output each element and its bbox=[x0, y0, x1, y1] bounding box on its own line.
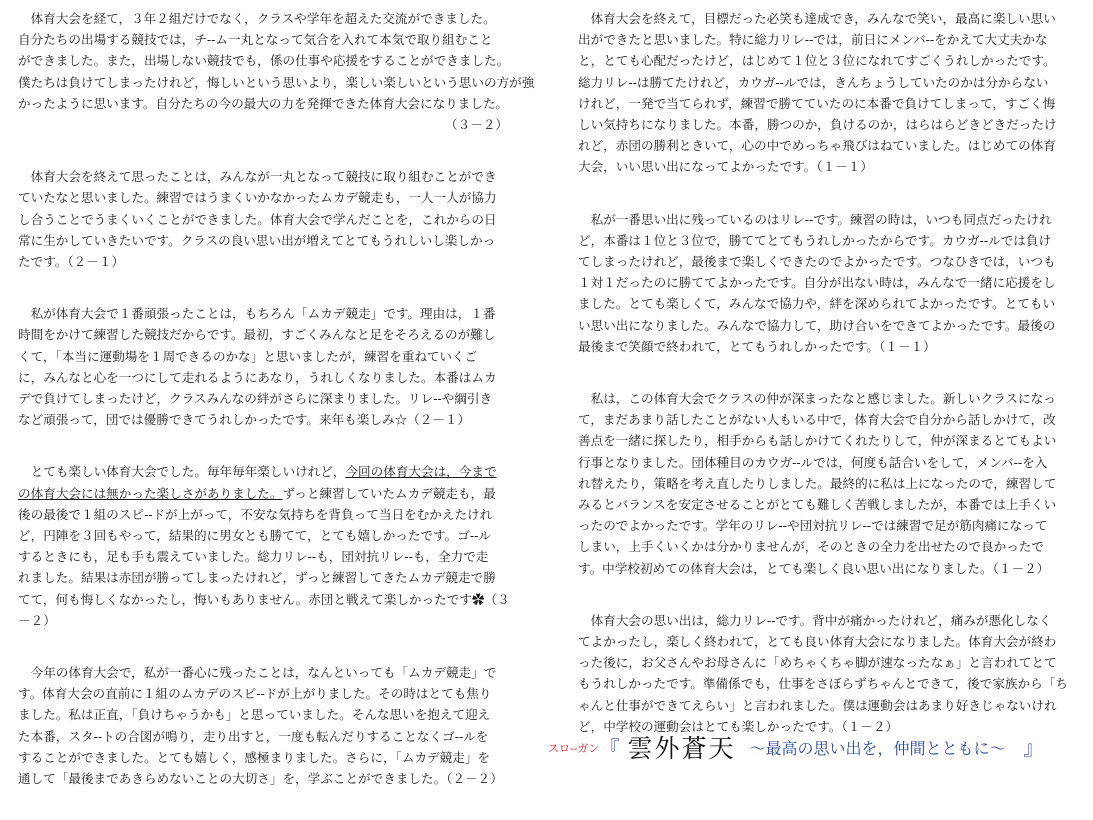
text-line: ました。私は正直，「負けちゃうかも」と思っていました。そんな思いを抱えて迎え bbox=[18, 707, 491, 723]
essay-paragraph bbox=[18, 8, 535, 135]
text-line: て，まだあまり話したことがない人もいる中で，体育大会で自分から話しかけて，改 bbox=[578, 412, 1056, 428]
essay-paragraph bbox=[18, 166, 508, 272]
slogan-label: スロ--ガン bbox=[548, 742, 600, 755]
text-line: ゃんと仕事ができてえらい」と言われました。僕は運動会はあまり好きじゃないけれ bbox=[578, 697, 1057, 713]
text-line: てしまったけれど，最後まで楽しくできたのでよかったです。つなひきでは，いつも bbox=[578, 254, 1056, 270]
text-line: 今年の体育大会で，私が一番心に残ったことは，なんといっても「ムカデ競走」で bbox=[18, 665, 497, 681]
text-line: 後の最後で１組のスピ--ドが上がって，不安な気持ちを背負って当日をむかえたけれ bbox=[18, 506, 493, 522]
text-line: みるとバランスを安定させることがとても難しく苦戦しましたが，本番では上手くい bbox=[578, 497, 1057, 513]
text-line: す。中学校初めての体育大会は，とても楽しく良い思い出になりました。（１－２） bbox=[578, 560, 1050, 576]
text-line: 私は，この体育大会でクラスの仲が深まったなと感じました。新しいクラスになっ bbox=[578, 391, 1056, 407]
text-line: てよかったし，楽しく終われて，とても良い体育大会になりました。体育大会が終わ bbox=[578, 634, 1057, 650]
text-line: かったように思います。自分たちの今の最大の力を発揮できた体育大会になりました。 bbox=[18, 95, 509, 111]
text-line: った後に，お父さんやお母さんに「めちゃくちゃ脚が速なったなぁ」と言われてとて bbox=[578, 655, 1057, 671]
text-line: することができました。とても嬉しく，感極まりました。さらに，「ムカデ競走」を bbox=[18, 749, 491, 765]
text-line: 行事となりました。団体種目のカウガ--ルでは，何度も話合いをして，メンバ--を入 bbox=[578, 454, 1048, 470]
text-line: くて，「本当に運動場を１周できるのかな」と思いましたが，練習を重ねていくご bbox=[18, 348, 478, 364]
essay-paragraph bbox=[18, 662, 508, 789]
text-line: し合うことでうまくいくことができました。体育大会で学んだことを，これからの日 bbox=[18, 211, 497, 227]
slogan-main-text: 雲外蒼天 bbox=[627, 734, 736, 763]
text-line: れました。結果は赤団が勝ってしまったけれど，ずっと練習してきたムカデ競走で勝 bbox=[18, 570, 496, 586]
text-line: しまい，上手くいくかは分かりませんが，そのときの全力を出せたので良かったで bbox=[578, 539, 1044, 555]
text-line: たです。（２－１） bbox=[18, 254, 125, 270]
essay-paragraph bbox=[578, 8, 1060, 178]
text-line: するときにも，足も手も震えていました。総力リレ--も，団対抗リレ--も，全力で走 bbox=[18, 549, 489, 565]
text-line: に，みんなと心を一つにして走れるようにあなり，うれしくなりました。本番はムカ bbox=[18, 369, 497, 385]
text-line: た本番，スタ--トの合図が鳴り，走り出すと，一度も転んだりすることなくゴ--ルを bbox=[18, 728, 489, 744]
text-line: 僕たちは負けてしまったけれど，悔しいという思いより，楽しい楽しいという思いの方が強 bbox=[18, 74, 535, 90]
text-line: ど，中学校の運動会はとても楽しかったです。（１－２） bbox=[578, 718, 899, 734]
right-column bbox=[578, 8, 1068, 768]
text-line: ど，円陣を３回もやって，結果的に男女とも勝てて，とても嬉しかったです。ゴ--ル bbox=[18, 528, 491, 544]
text-line: 体育大会を終えて思ったことは，みんなが一丸となって競技に取り組むことができ bbox=[18, 169, 497, 185]
text-line: ど，本番は１位と３位で，勝ててとてもうれしかったからです。カウガ--ルでは負け bbox=[578, 232, 1052, 248]
text-line: 総力リレ--は勝てたけれど，カウガ--ルでは，きんちょうしていたのかは分からない bbox=[578, 74, 1049, 90]
underlined-phrase: 今回の体育大会は，今まで bbox=[345, 464, 497, 480]
text-line: 自分たちの出場する競技では，チ--ム一丸となって気合を入れて本気で取り組むこと bbox=[18, 32, 493, 48]
text-line: ができました。また，出場しない競技でも，係の仕事や応援をすることができました。 bbox=[18, 53, 510, 69]
slogan-close-bracket: 』 bbox=[1023, 736, 1044, 760]
essay-paragraph bbox=[18, 303, 508, 430]
text-line: ったのでよかったです。学年のリレ--や団対抗リレ--では練習で足が筋肉痛になって bbox=[578, 518, 1048, 534]
essay-paragraph bbox=[578, 388, 1060, 579]
text-segment: ずっと練習していたムカデ競走も，最 bbox=[282, 485, 496, 501]
text-line: －２） bbox=[18, 612, 56, 628]
text-line: けれど，一発で当てられず，練習で勝てていたのに本番で負けてしまって，すごく悔 bbox=[578, 95, 1056, 111]
text-line: デで負けてしまったけど，クラスみんなの絆がさらに深まりました。リレ--や綱引き bbox=[18, 391, 493, 407]
text-line: もうれしかったです。準備係でも，仕事をさぼらずちゃんとできて，後で家族から「ち bbox=[578, 676, 1068, 692]
text-line: れ替えたり，策略を考え直したりしました。最終的に私は上になったので，練習して bbox=[578, 475, 1057, 491]
essay-paragraph bbox=[578, 610, 1068, 737]
text-line: 私が一番思い出に残っているのはリレ--です。練習の時は，いつも同点だったけれ bbox=[578, 211, 1052, 227]
slogan-subtitle: ～最高の思い出を，仲間とともに～ bbox=[749, 739, 1006, 758]
text-line: ました。とても楽しくて，みんなで協力や，絆を深められてよかったです。とてもい bbox=[578, 296, 1056, 312]
text-line: 最後まで笑顔で終われて，とてもうれしかったです。（１－１） bbox=[578, 338, 936, 354]
text-line bbox=[18, 483, 508, 504]
text-line: 常に生かしていきたいです。クラスの良い思い出が増えてとてもうれしいし楽しかっ bbox=[18, 232, 496, 248]
slogan bbox=[548, 729, 1088, 761]
text-line: い思い出になりました。みんなで協力して，助け合いをできてよかったです。最後の bbox=[578, 317, 1056, 333]
text-line: 通して「最後まであきらめないことの大切さ」を，学ぶことができました。（２－２） bbox=[18, 771, 503, 787]
underlined-phrase: の体育大会には無かった楽しさがありました。 bbox=[18, 485, 283, 501]
text-line: 体育大会の思い出は，総力リレ--です。背中が痛かったけれど，痛みが悪化しなく bbox=[578, 612, 1052, 628]
text-line: 体育大会を終えて，目標だった必笑も達成でき，みんなで笑い，最高に楽しい思い bbox=[578, 11, 1056, 26]
text-line: 大会，いい思い出になってよかったです。（１－１） bbox=[578, 159, 873, 175]
left-column bbox=[18, 8, 535, 820]
essay-paragraph bbox=[18, 461, 508, 631]
essay-paragraph bbox=[578, 209, 1060, 357]
text-line bbox=[18, 461, 508, 482]
text-line: 体育大会を経て，３年２組だけでなく，クラスや学年を超えた交流ができました。 bbox=[18, 11, 496, 26]
text-line: れど，赤団の勝利ときいて，心の中でめっちゃ飛びはねていました。はじめての体育 bbox=[578, 138, 1056, 154]
text-line: 時間をかけて練習した競技だからです。最初，すごくみんなと足をそろえるのが難し bbox=[18, 327, 496, 343]
text-line: など頑張って，団では優勝できてうれしかったです。来年も楽しみ☆（２－１） bbox=[18, 412, 471, 428]
text-line: てて，何も悔しくなかったし，悔いもありません。赤団と戦えて楽しかったです✿（３ bbox=[18, 591, 510, 607]
text-line: 善点を一緒に探したり，相手からも話しかけてくれたりして，仲が深まるとてもよい bbox=[578, 433, 1057, 449]
slogan-open-bracket: 『 bbox=[599, 736, 620, 760]
class-tag: （３－２） bbox=[445, 117, 508, 133]
text-line: 出ができたと思いました。特に総力リレ--では，前日にメンバ--をかえて大丈夫かな bbox=[578, 32, 1048, 48]
text-line: す。体育大会の直前に１組のムカデのスピ--ドが上がりました。その時はとても焦り bbox=[18, 686, 492, 702]
text-line: と，とても心配だったけど，はじめて１位と３位になれてすごくうれしかったです。 bbox=[578, 53, 1056, 69]
text-line: 私が体育大会で１番頑張ったことは，もちろん「ムカデ競走」です。理由は，１番 bbox=[18, 306, 496, 322]
text-line: １対１だったのに勝ててよかったです。自分が出ない時は，みんなで一緒に応援をし bbox=[578, 275, 1056, 291]
text-segment: とても楽しい体育大会でした。毎年毎年楽しいけれど， bbox=[18, 464, 346, 480]
text-line: ていたなと思いました。練習ではうまくいかなかったムカデ競走も，一人一人が協力 bbox=[18, 190, 497, 206]
text-line: しい気持ちになりました。本番，勝つのか，負けるのか，はらはらどきどきだったけ bbox=[578, 117, 1057, 133]
